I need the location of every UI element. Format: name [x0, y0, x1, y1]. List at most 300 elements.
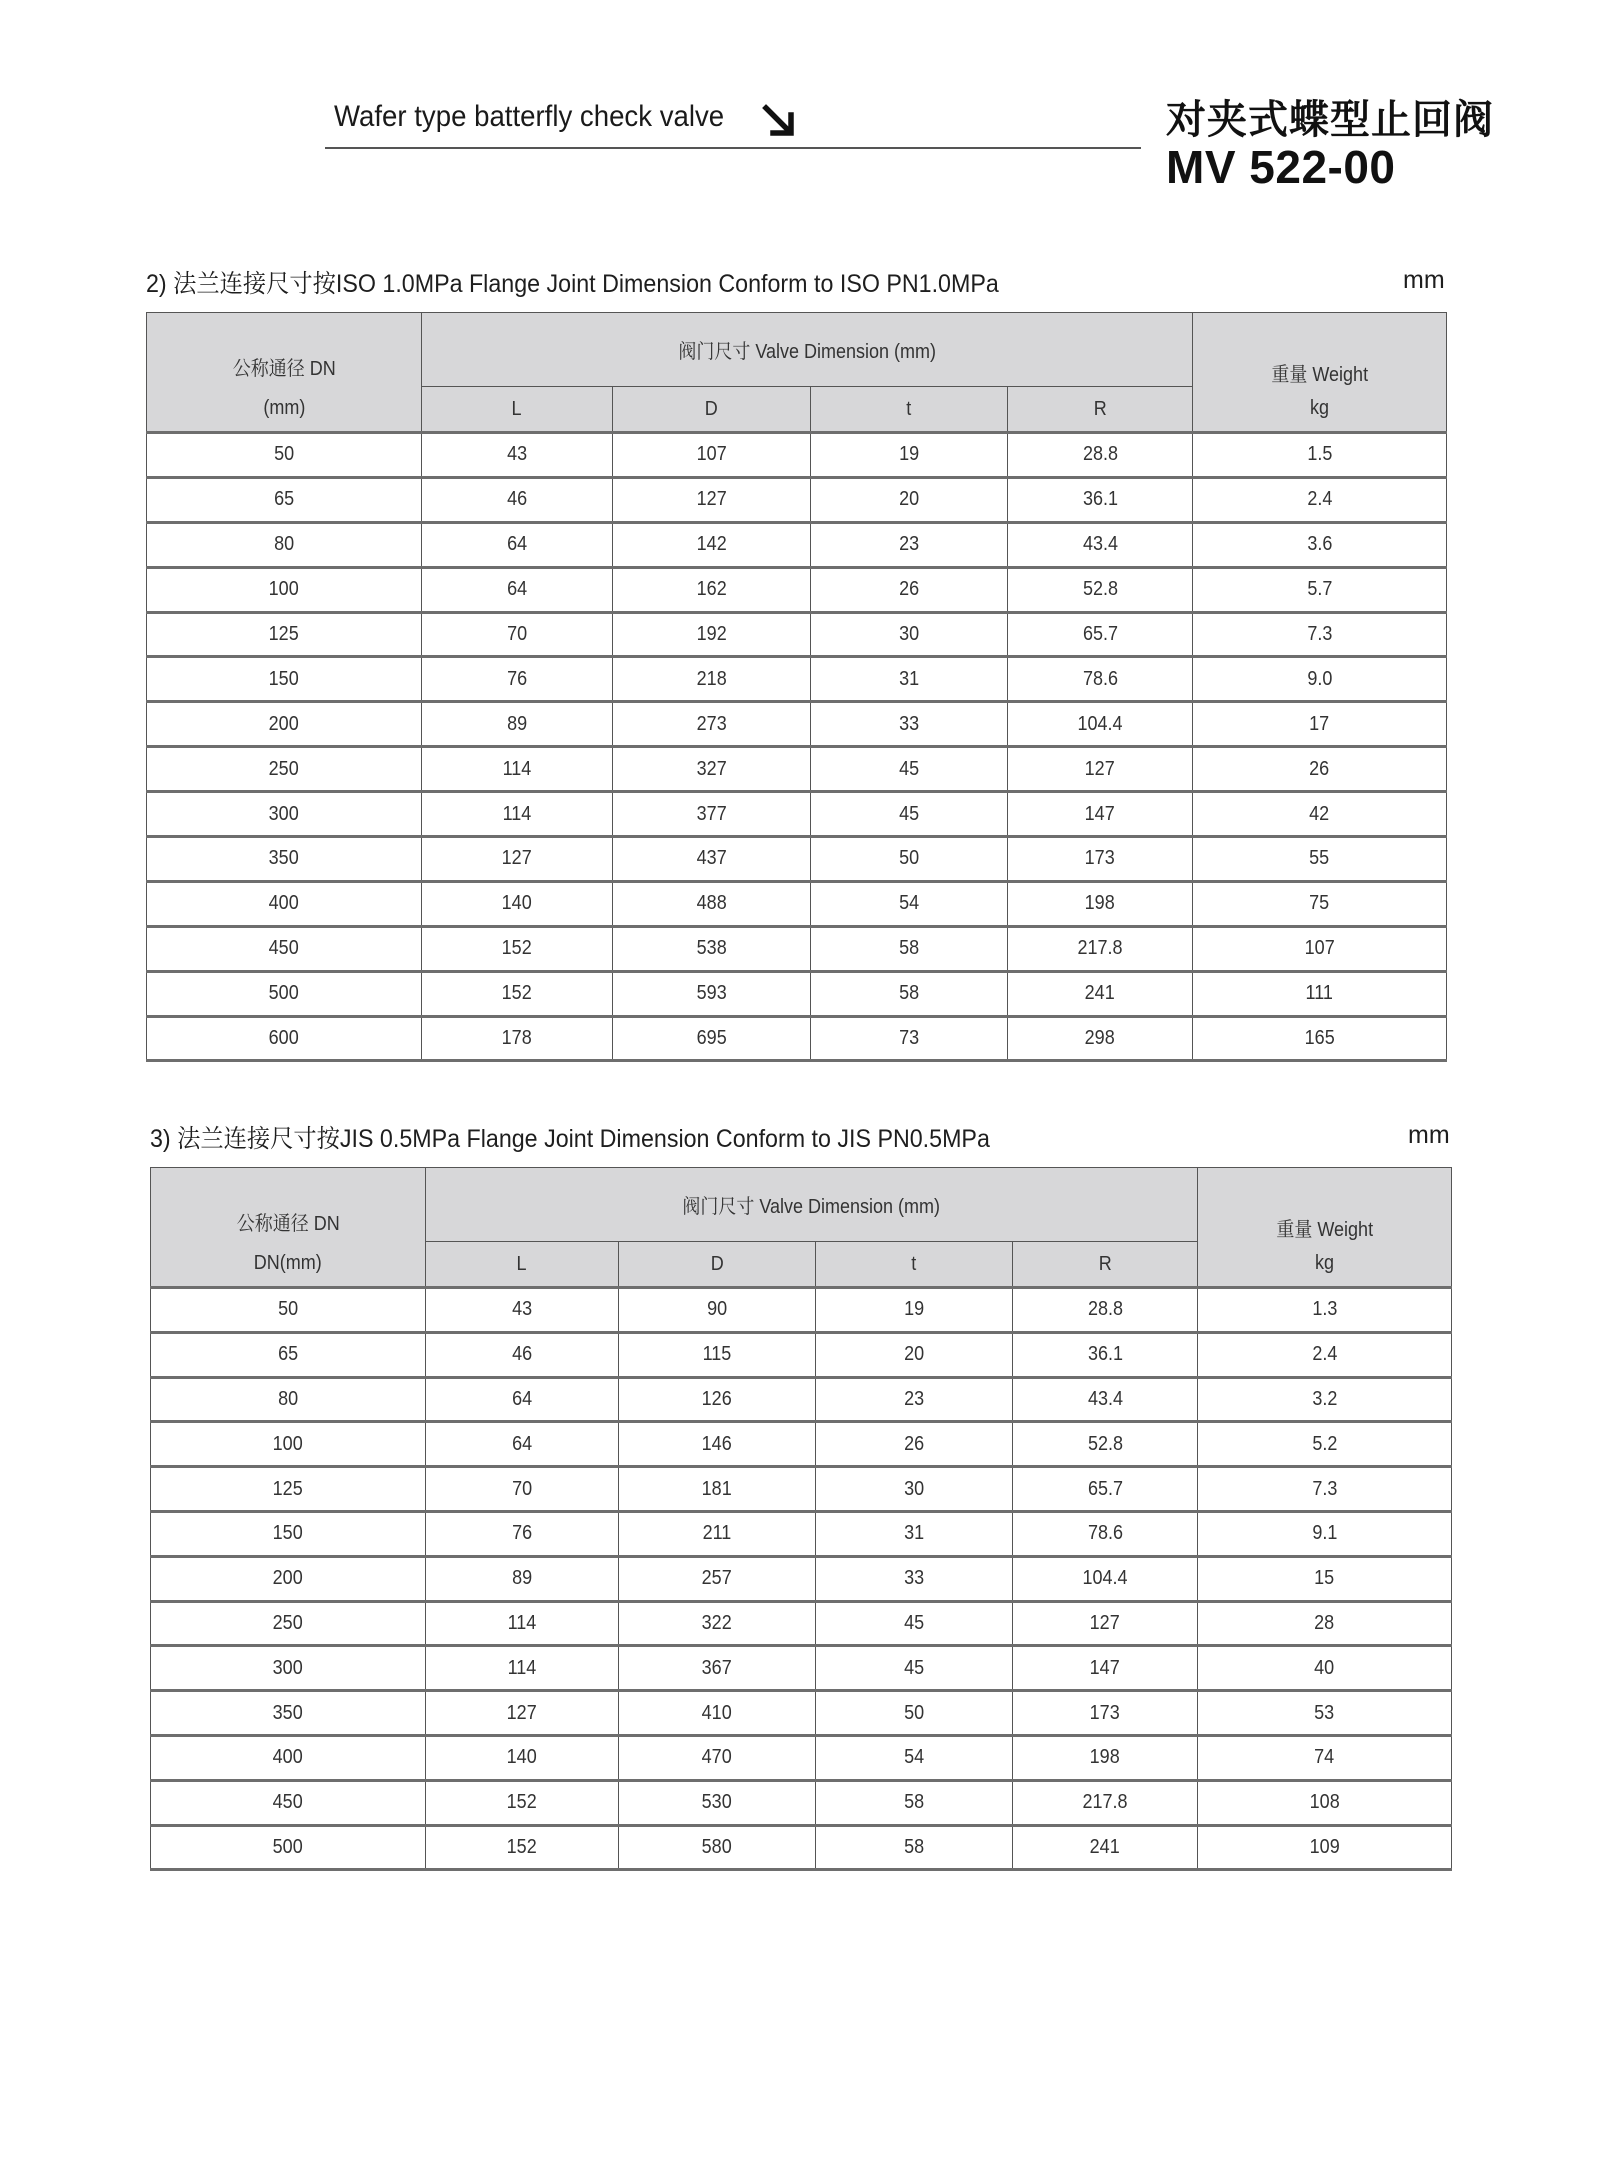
cell-weight [1198, 1467, 1452, 1512]
cell-value: 28 [1314, 1611, 1335, 1634]
cell-L [426, 1511, 619, 1556]
table-jis-caption: 3) 法兰连接尺寸按JIS 0.5MPa Flange Joint Dimension Conform to JIS PN0.5MPa [150, 1125, 990, 1153]
arrow-down-right-icon [762, 104, 796, 138]
cell-value: 104.4 [1082, 1567, 1128, 1590]
cell-D [619, 1601, 816, 1646]
table-row [147, 477, 1447, 522]
cell-t [811, 522, 1008, 567]
table-row [151, 1332, 1452, 1377]
header-D-label: D [704, 397, 718, 420]
header-L-label: L [511, 397, 523, 420]
cell-L [422, 612, 613, 657]
cell-D [619, 1467, 816, 1512]
cell-R [1008, 702, 1193, 747]
cell-value: 64 [511, 1387, 533, 1410]
cell-value: 7.3 [1307, 623, 1333, 645]
cell-value: 50 [898, 847, 920, 870]
cell-dn [147, 926, 422, 971]
cell-value: 126 [701, 1387, 733, 1410]
cell-dn [151, 1288, 426, 1333]
cell-value: 147 [1089, 1656, 1121, 1679]
cell-value: 322 [701, 1611, 733, 1634]
table-jis-unit: mm [1408, 1121, 1450, 1149]
table-row [147, 792, 1447, 837]
table-row [147, 657, 1447, 702]
cell-D [613, 657, 811, 702]
cell-L [426, 1825, 619, 1870]
cell-value: 200 [268, 712, 300, 735]
cell-value: 146 [701, 1432, 733, 1455]
cell-value: 140 [501, 892, 533, 915]
cell-dn [151, 1601, 426, 1646]
cell-value: 26 [898, 578, 920, 601]
cell-value: 58 [903, 1835, 925, 1858]
header-valve-dimension [426, 1168, 1198, 1242]
cell-value: 26 [1309, 757, 1330, 780]
table-row [151, 1556, 1452, 1601]
cell-value: 241 [1089, 1835, 1121, 1858]
cell-t [811, 612, 1008, 657]
cell-L [422, 926, 613, 971]
cell-value: 114 [507, 1611, 537, 1634]
cell-R [1008, 792, 1193, 837]
header-weight-unit-label: kg [1315, 1252, 1335, 1275]
cell-value: 45 [898, 802, 920, 825]
cell-value: 192 [696, 623, 727, 645]
cell-dn [151, 1556, 426, 1601]
cell-dn [151, 1646, 426, 1691]
cell-R [1008, 567, 1193, 612]
cell-value: 65 [273, 488, 295, 511]
cell-value: 1.5 [1307, 443, 1333, 466]
cell-R [1008, 522, 1193, 567]
cell-L [426, 1601, 619, 1646]
cell-dn [151, 1332, 426, 1377]
table-row [147, 567, 1447, 612]
cell-value: 89 [506, 712, 528, 735]
cell-L [422, 792, 613, 837]
cell-L [422, 837, 613, 882]
cell-value: 107 [1304, 937, 1335, 960]
cell-value: 100 [272, 1432, 304, 1455]
cell-value: 695 [696, 1027, 727, 1050]
cell-value: 73 [898, 1027, 920, 1050]
cell-R [1013, 1467, 1198, 1512]
cell-t [811, 433, 1008, 478]
cell-value: 43.4 [1087, 1387, 1123, 1410]
cell-value: 178 [501, 1027, 533, 1050]
cell-t [816, 1556, 1013, 1601]
header-col-D [619, 1242, 816, 1288]
cell-value: 250 [268, 757, 300, 780]
cell-t [816, 1422, 1013, 1467]
header-dn-label: 公称通径 DN [236, 1212, 340, 1235]
header-R-label: R [1093, 397, 1107, 420]
cell-value: 17 [1309, 712, 1330, 735]
cell-value: 46 [511, 1343, 533, 1366]
table-row [147, 837, 1447, 882]
cell-L [426, 1646, 619, 1691]
cell-dn [151, 1825, 426, 1870]
cell-value: 165 [1304, 1027, 1335, 1050]
header-dn-unit [147, 387, 422, 433]
cell-dn [147, 881, 422, 926]
cell-t [816, 1377, 1013, 1422]
table-row [147, 747, 1447, 792]
cell-value: 173 [1084, 847, 1116, 870]
cell-R [1008, 477, 1193, 522]
table-row [147, 881, 1447, 926]
cell-value: 20 [898, 488, 920, 511]
cell-value: 400 [272, 1746, 304, 1769]
cell-R [1013, 1377, 1198, 1422]
table-row [151, 1288, 1452, 1333]
table-iso-unit: mm [1403, 266, 1445, 294]
cell-value: 64 [506, 578, 528, 601]
cell-value: 70 [511, 1477, 533, 1500]
cell-D [619, 1556, 816, 1601]
cell-value: 58 [898, 982, 920, 1005]
cell-dn [151, 1691, 426, 1736]
cell-value: 40 [1314, 1656, 1335, 1679]
header-valve-dimension [422, 313, 1193, 387]
cell-value: 173 [1089, 1701, 1121, 1724]
header-dn-unit-label: DN(mm) [254, 1252, 322, 1275]
cell-value: 36.1 [1087, 1343, 1123, 1366]
cell-value: 52.8 [1087, 1432, 1123, 1455]
cell-dn [151, 1467, 426, 1512]
cell-value: 538 [696, 937, 727, 960]
cell-value: 65.7 [1082, 623, 1118, 645]
cell-weight [1198, 1646, 1452, 1691]
table-iso-dimensions [146, 312, 1447, 1062]
header-valve-dimension-label: 阀门尺寸 Valve Dimension (mm) [682, 1196, 941, 1218]
cell-t [811, 567, 1008, 612]
cell-value: 50 [277, 1298, 299, 1321]
table-row [151, 1646, 1452, 1691]
cell-value: 75 [1309, 892, 1330, 915]
table-header-row [147, 313, 1447, 387]
header-L-label: L [516, 1252, 528, 1275]
table-row [147, 1016, 1447, 1061]
cell-value: 152 [501, 937, 533, 960]
cell-D [613, 477, 811, 522]
header-t-label: t [906, 397, 912, 420]
header-col-R [1008, 387, 1193, 433]
cell-value: 15 [1314, 1567, 1335, 1590]
cell-D [613, 702, 811, 747]
cell-value: 108 [1309, 1791, 1340, 1814]
cell-value: 127 [1084, 757, 1116, 780]
cell-value: 298 [1084, 1027, 1116, 1050]
cell-L [422, 567, 613, 612]
cell-D [613, 1016, 811, 1061]
cell-t [811, 747, 1008, 792]
cell-value: 200 [272, 1567, 304, 1590]
cell-value: 43.4 [1082, 533, 1118, 556]
cell-value: 90 [706, 1298, 728, 1321]
cell-value: 54 [903, 1746, 925, 1769]
cell-value: 78.6 [1082, 667, 1118, 690]
cell-R [1013, 1691, 1198, 1736]
cell-value: 142 [696, 533, 727, 556]
header-D-label: D [710, 1252, 724, 1275]
cell-value: 104.4 [1077, 712, 1123, 735]
cell-D [613, 612, 811, 657]
cell-weight [1193, 657, 1447, 702]
cell-R [1008, 971, 1193, 1016]
cell-value: 7.3 [1312, 1477, 1338, 1500]
header-dn [151, 1168, 426, 1242]
cell-R [1013, 1646, 1198, 1691]
cell-weight [1198, 1377, 1452, 1422]
cell-weight [1193, 477, 1447, 522]
cell-value: 500 [272, 1835, 304, 1858]
cell-value: 152 [501, 982, 533, 1005]
cell-value: 300 [268, 802, 300, 825]
table-row [147, 522, 1447, 567]
cell-dn [151, 1377, 426, 1422]
cell-value: 43 [506, 443, 528, 466]
cell-value: 162 [696, 578, 727, 601]
cell-L [426, 1377, 619, 1422]
header-dn [147, 313, 422, 387]
cell-value: 70 [506, 623, 528, 645]
cell-value: 500 [268, 982, 300, 1005]
header-weight-label: 重量 Weight [1276, 1218, 1373, 1241]
cell-R [1013, 1601, 1198, 1646]
cell-value: 437 [696, 847, 727, 870]
cell-weight [1193, 747, 1447, 792]
cell-t [811, 926, 1008, 971]
cell-value: 150 [268, 667, 300, 690]
cell-R [1013, 1332, 1198, 1377]
cell-weight [1198, 1422, 1452, 1467]
cell-dn [147, 522, 422, 567]
cell-value: 76 [511, 1522, 533, 1545]
cell-D [613, 881, 811, 926]
header-divider [325, 147, 1141, 149]
cell-weight [1193, 881, 1447, 926]
cell-t [816, 1646, 1013, 1691]
cell-D [613, 567, 811, 612]
cell-L [422, 657, 613, 702]
cell-dn [151, 1422, 426, 1467]
table-row [151, 1467, 1452, 1512]
cell-value: 250 [272, 1611, 304, 1634]
cell-weight [1193, 522, 1447, 567]
cell-R [1008, 837, 1193, 882]
cell-value: 9.0 [1307, 667, 1333, 690]
cell-weight [1193, 702, 1447, 747]
header-weight-unit-label: kg [1310, 397, 1330, 420]
cell-value: 152 [506, 1835, 538, 1858]
header-weight-unit [1193, 387, 1447, 433]
cell-value: 58 [898, 937, 920, 960]
cell-value: 3.2 [1312, 1387, 1338, 1410]
cell-value: 19 [898, 443, 920, 466]
cell-value: 470 [701, 1746, 733, 1769]
cell-value: 50 [273, 443, 295, 466]
cell-weight [1198, 1780, 1452, 1825]
cell-L [426, 1556, 619, 1601]
cell-t [816, 1825, 1013, 1870]
header-t-label: t [911, 1252, 917, 1275]
cell-L [426, 1332, 619, 1377]
cell-R [1013, 1825, 1198, 1870]
cell-t [811, 1016, 1008, 1061]
cell-dn [147, 837, 422, 882]
cell-L [426, 1422, 619, 1467]
cell-D [619, 1691, 816, 1736]
cell-value: 217.8 [1077, 937, 1123, 960]
cell-value: 20 [903, 1343, 925, 1366]
cell-L [422, 747, 613, 792]
cell-value: 211 [702, 1522, 732, 1545]
cell-R [1008, 657, 1193, 702]
product-subtitle: Wafer type batterfly check valve [334, 100, 725, 133]
header-col-L [426, 1242, 619, 1288]
cell-value: 23 [903, 1387, 925, 1410]
cell-R [1013, 1780, 1198, 1825]
cell-D [619, 1735, 816, 1780]
cell-value: 114 [507, 1656, 537, 1679]
cell-value: 80 [277, 1387, 299, 1410]
cell-R [1013, 1288, 1198, 1333]
cell-value: 350 [272, 1701, 304, 1724]
cell-value: 127 [501, 847, 533, 870]
cell-R [1013, 1511, 1198, 1556]
cell-value: 31 [903, 1522, 925, 1545]
cell-value: 5.2 [1312, 1432, 1338, 1455]
table-subheader-row [151, 1242, 1452, 1288]
product-model-number: MV 522-00 [1166, 141, 1396, 193]
cell-R [1013, 1556, 1198, 1601]
cell-dn [151, 1511, 426, 1556]
header-col-L [422, 387, 613, 433]
table-row [147, 702, 1447, 747]
cell-value: 1.3 [1312, 1298, 1338, 1321]
cell-weight [1198, 1825, 1452, 1870]
cell-value: 58 [903, 1791, 925, 1814]
cell-value: 450 [272, 1791, 304, 1814]
cell-t [816, 1511, 1013, 1556]
cell-value: 54 [898, 892, 920, 915]
table-row [147, 926, 1447, 971]
cell-D [613, 926, 811, 971]
cell-D [619, 1332, 816, 1377]
cell-D [619, 1646, 816, 1691]
cell-weight [1198, 1511, 1452, 1556]
cell-D [619, 1422, 816, 1467]
cell-value: 115 [702, 1343, 732, 1366]
cell-weight [1193, 926, 1447, 971]
cell-dn [147, 747, 422, 792]
cell-value: 53 [1314, 1701, 1335, 1724]
cell-R [1008, 881, 1193, 926]
cell-value: 580 [701, 1835, 733, 1858]
header-col-D [613, 387, 811, 433]
cell-value: 400 [268, 892, 300, 915]
cell-L [426, 1780, 619, 1825]
cell-value: 150 [272, 1522, 304, 1545]
cell-value: 327 [696, 757, 727, 780]
cell-value: 30 [898, 623, 920, 645]
cell-R [1008, 747, 1193, 792]
cell-value: 36.1 [1082, 488, 1118, 511]
cell-D [613, 792, 811, 837]
cell-L [426, 1735, 619, 1780]
cell-value: 42 [1309, 802, 1330, 825]
cell-value: 125 [268, 623, 300, 645]
cell-value: 218 [696, 667, 727, 690]
header-weight [1198, 1168, 1452, 1242]
cell-value: 530 [701, 1791, 733, 1814]
cell-t [811, 881, 1008, 926]
cell-D [613, 747, 811, 792]
cell-L [426, 1288, 619, 1333]
table-row [151, 1780, 1452, 1825]
cell-weight [1193, 971, 1447, 1016]
table-row [151, 1825, 1452, 1870]
cell-dn [147, 433, 422, 478]
header-valve-dimension-label: 阀门尺寸 Valve Dimension (mm) [678, 341, 936, 363]
cell-D [619, 1511, 816, 1556]
cell-D [613, 837, 811, 882]
cell-weight [1193, 567, 1447, 612]
cell-R [1008, 1016, 1193, 1061]
cell-value: 593 [696, 982, 727, 1005]
cell-value: 33 [898, 712, 920, 735]
cell-value: 65 [277, 1343, 299, 1366]
cell-value: 45 [898, 757, 920, 780]
cell-value: 45 [903, 1656, 925, 1679]
header-col-R [1013, 1242, 1198, 1288]
cell-L [422, 1016, 613, 1061]
cell-value: 50 [903, 1701, 925, 1724]
header-dn-unit-label: (mm) [263, 397, 305, 420]
cell-value: 273 [696, 712, 727, 735]
cell-value: 367 [701, 1656, 733, 1679]
table-jis-dimensions [150, 1167, 1452, 1871]
cell-D [613, 522, 811, 567]
cell-weight [1198, 1691, 1452, 1736]
table-row [151, 1377, 1452, 1422]
cell-t [811, 657, 1008, 702]
cell-value: 488 [696, 892, 727, 915]
cell-t [811, 477, 1008, 522]
cell-D [619, 1377, 816, 1422]
cell-value: 125 [272, 1477, 304, 1500]
cell-value: 147 [1084, 802, 1116, 825]
cell-L [422, 881, 613, 926]
cell-value: 23 [898, 533, 920, 556]
cell-dn [147, 792, 422, 837]
cell-weight [1198, 1556, 1452, 1601]
cell-value: 300 [272, 1656, 304, 1679]
header-dn-label: 公称通径 DN [232, 357, 336, 380]
cell-L [422, 522, 613, 567]
table-row [151, 1691, 1452, 1736]
cell-value: 257 [701, 1567, 733, 1590]
cell-L [422, 971, 613, 1016]
table-row [147, 971, 1447, 1016]
cell-L [426, 1691, 619, 1736]
cell-L [426, 1467, 619, 1512]
cell-value: 152 [506, 1791, 538, 1814]
cell-dn [147, 612, 422, 657]
cell-dn [147, 1016, 422, 1061]
